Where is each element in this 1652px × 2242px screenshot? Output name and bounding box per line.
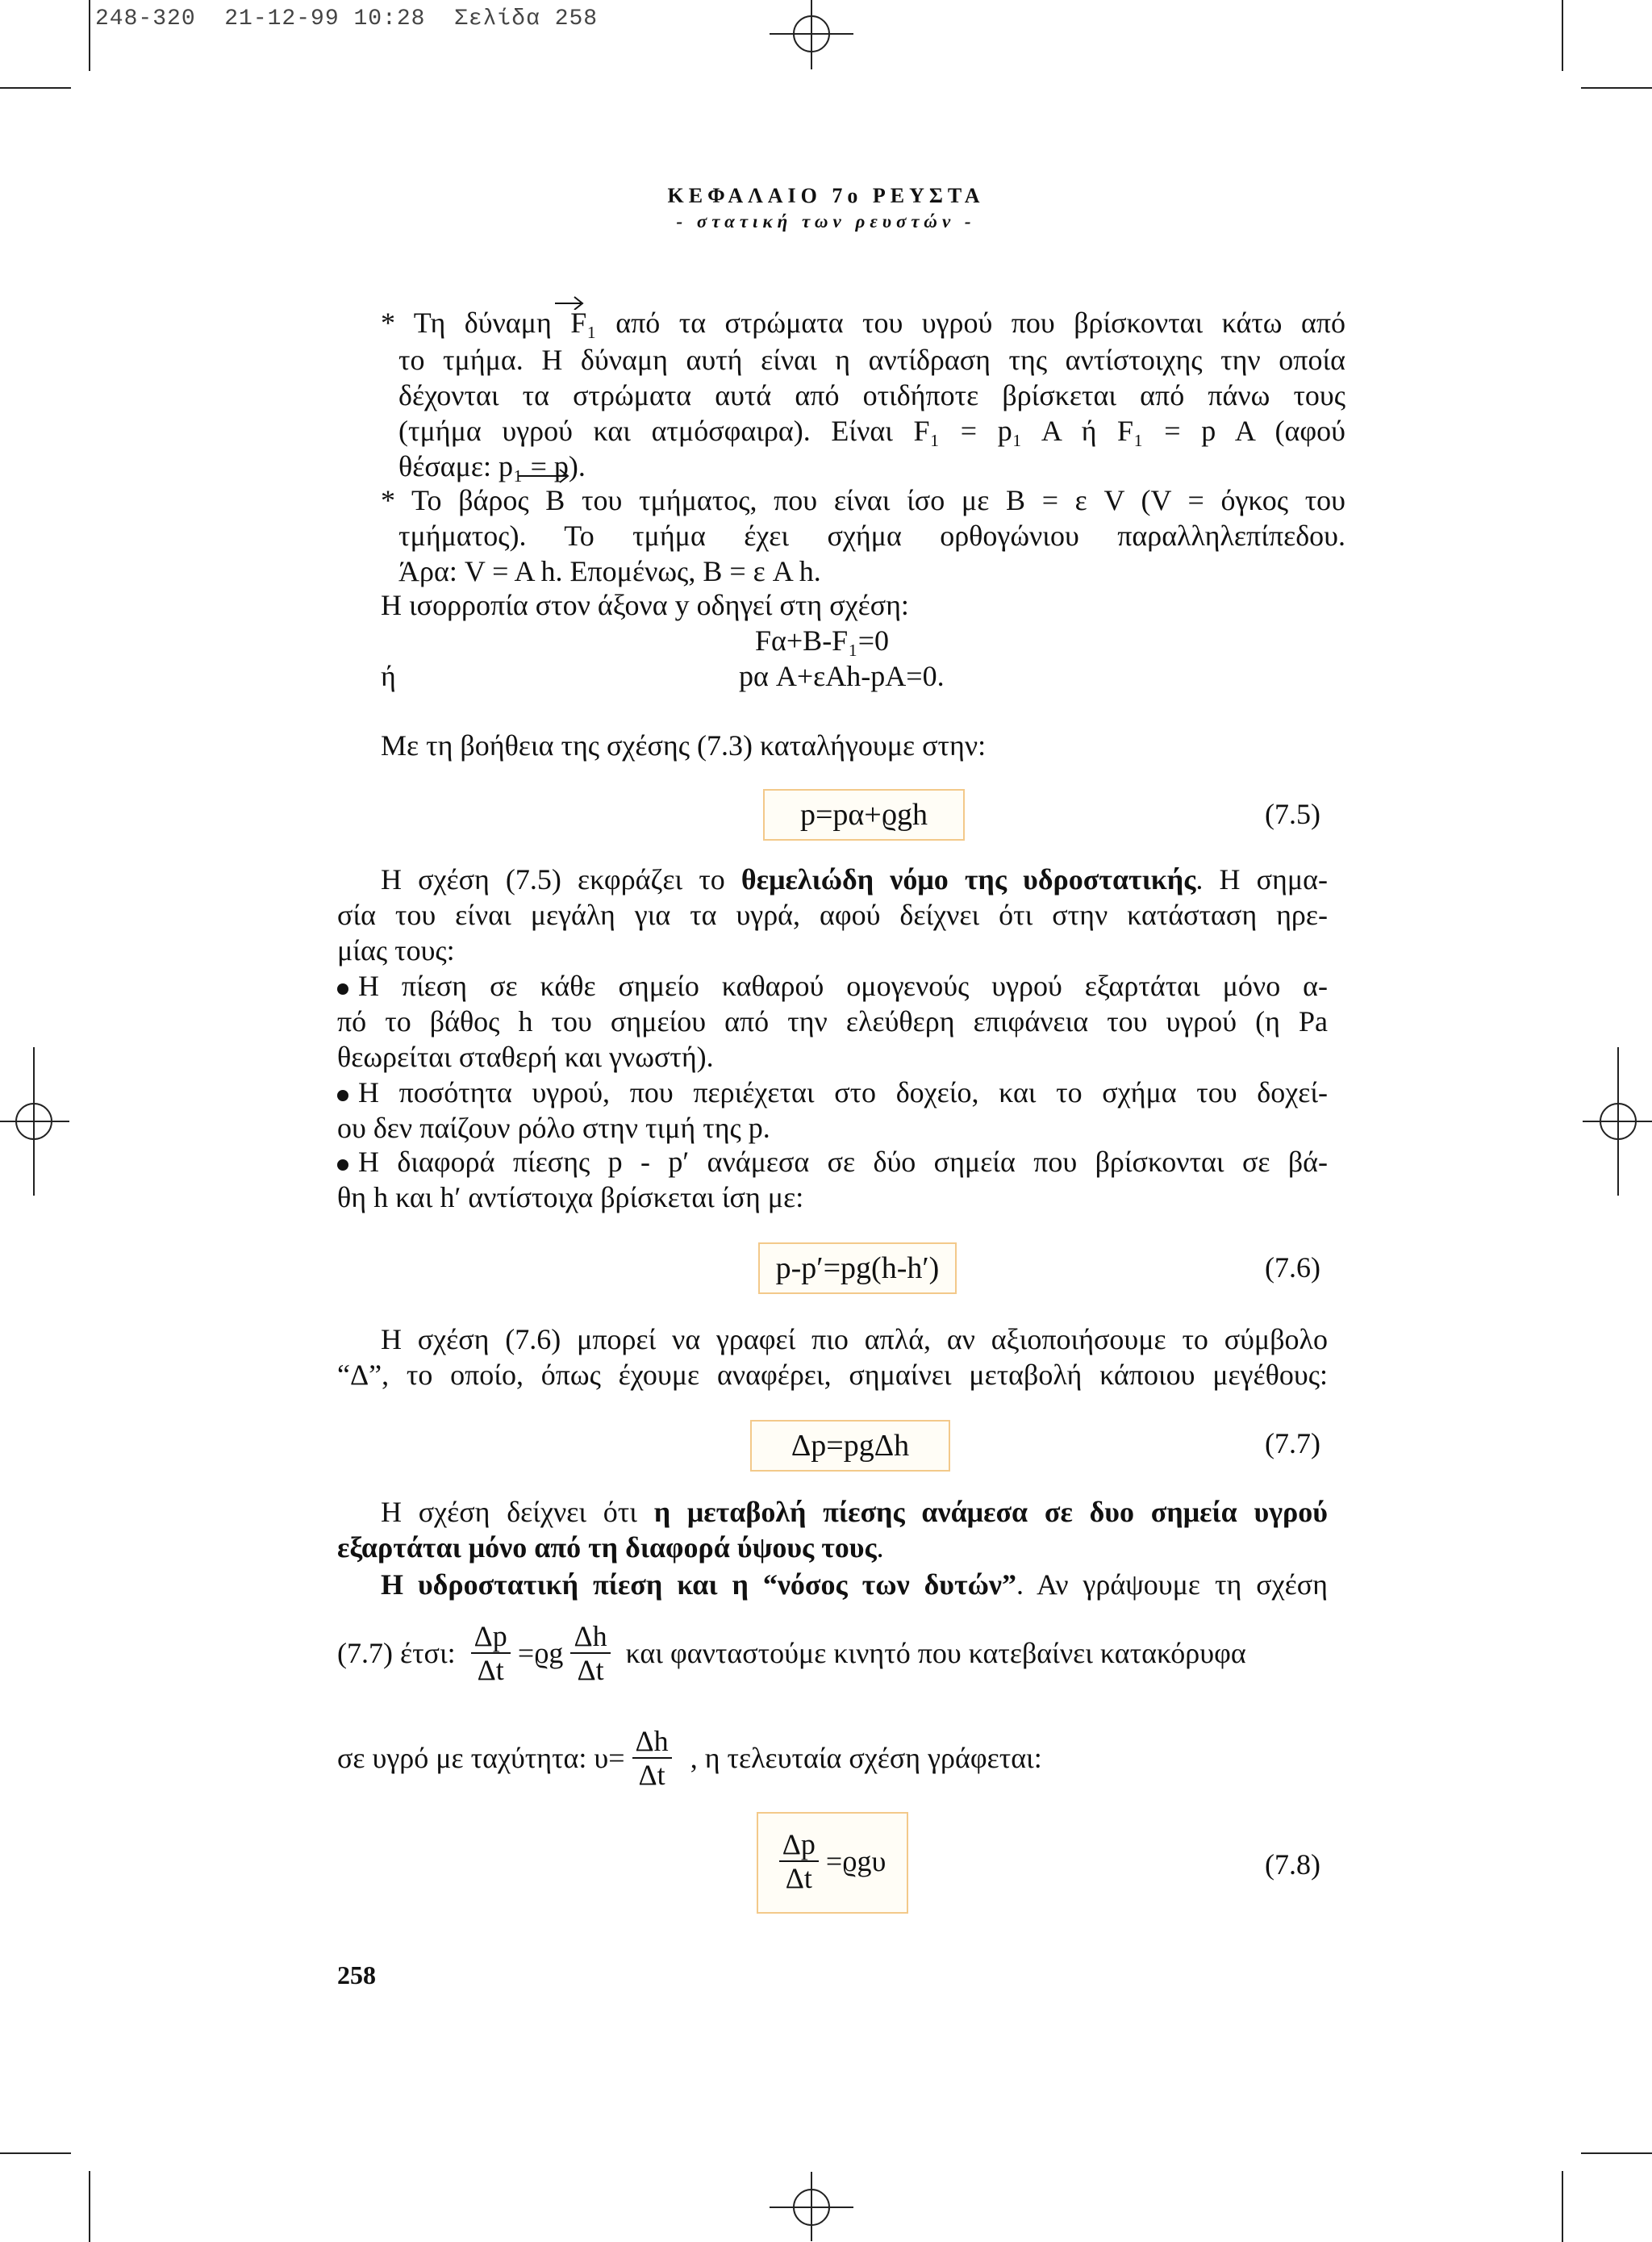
bullet-icon bbox=[337, 983, 348, 995]
text-span: σε υγρό με ταχύτητα: υ= bbox=[337, 1742, 625, 1774]
numerator: Δp bbox=[471, 1620, 511, 1654]
text-line: Με τη βοήθεια της σχέσης (7.3) καταλήγουμε στην: bbox=[381, 729, 987, 762]
text-line: Η ισορροπία στον άξονα y οδηγεί στη σχέση: bbox=[381, 589, 909, 621]
crop-mark bbox=[89, 0, 90, 71]
fraction-dp-dt bbox=[471, 1620, 511, 1686]
text-line: τμήματος). Το τμήμα έχει σχήμα ορθογώνιου παραλληλεπίπεδου. bbox=[398, 520, 1345, 552]
equation-number: (7.6) bbox=[1265, 1251, 1320, 1284]
print-slug: 248-320 21-12-99 10:28 Σελίδα 258 bbox=[95, 6, 599, 31]
equation-box-7-5: p=pα+ϱgh bbox=[763, 789, 965, 841]
registration-mark-bottom bbox=[770, 2172, 853, 2241]
text-span: Η διαφορά πίεσης p - p′ ανάμεσα σε δύο σημεία που βρίσκονται σε βά- bbox=[358, 1146, 1328, 1178]
text-span: Η ποσότητα υγρού, που περιέχεται στο δοχείο, και το σχήμα του δοχεί- bbox=[358, 1076, 1328, 1108]
fraction-dp-dt bbox=[779, 1828, 819, 1894]
text-line bbox=[337, 1530, 884, 1565]
text-line: * Το βάρος B του τμήματος, που είναι ίσο με B = ε V (V = όγκος του bbox=[381, 484, 1345, 516]
text-line: θεωρείται σταθερή και γνωστή). bbox=[337, 1041, 714, 1073]
text-line bbox=[381, 1567, 1328, 1602]
text-line: (τμήμα υγρού και ατμόσφαιρα). Είναι F₁ = p₁ A ή F₁ = p A (αφού bbox=[398, 415, 1345, 447]
text-span: . Αν γράψουμε τη σχέση bbox=[1016, 1568, 1328, 1601]
numerator: Δp bbox=[779, 1828, 819, 1862]
text-line: ου δεν παίζουν ρόλο στην τιμή της p. bbox=[337, 1112, 770, 1144]
text-span: =ϱgυ bbox=[825, 1845, 886, 1877]
numerator: Δh bbox=[570, 1620, 610, 1654]
crop-mark bbox=[1562, 0, 1563, 71]
crop-mark bbox=[0, 2152, 71, 2154]
bullet-item bbox=[337, 1075, 1328, 1110]
bold-text: θεμελιώδη νόμο της υδροστατικής bbox=[740, 863, 1196, 896]
bullet-icon bbox=[337, 1159, 348, 1171]
denominator: Δt bbox=[785, 1862, 812, 1894]
equation-number: (7.7) bbox=[1265, 1427, 1320, 1459]
text-line: πό το βάθος h του σημείου από την ελεύθερη επιφάνεια του υγρού (η Pa bbox=[337, 1005, 1328, 1037]
text-line: Η σχέση (7.6) μπορεί να γραφεί πιο απλά, αν αξιοποιήσουμε το σύμβολο bbox=[381, 1323, 1328, 1355]
text-span: Η πίεση σε κάθε σημείο καθαρού ομογενούς υγρού εξαρτάται μόνο α- bbox=[358, 970, 1328, 1002]
fraction-dh-dt bbox=[632, 1725, 672, 1791]
denominator: Δt bbox=[477, 1654, 504, 1686]
crop-mark bbox=[1581, 87, 1652, 89]
text-line: μίας τους: bbox=[337, 934, 455, 967]
text-line: Άρα: V = A h. Επομένως, B = ε A h. bbox=[398, 555, 821, 587]
text-line bbox=[381, 1494, 1328, 1530]
text-span: . Η σημα- bbox=[1195, 863, 1328, 896]
text-span: και φανταστούμε κινητό που κατεβαίνει κατακόρυφα bbox=[625, 1637, 1246, 1669]
equation-number: (7.5) bbox=[1265, 798, 1320, 830]
text-line: ή bbox=[381, 660, 396, 692]
denominator: Δt bbox=[577, 1654, 604, 1686]
vector-arrow-icon bbox=[516, 466, 573, 484]
text-span: . bbox=[876, 1531, 884, 1564]
numerator: Δh bbox=[632, 1725, 672, 1759]
crop-mark bbox=[1581, 2152, 1652, 2154]
text-span: , η τελευταία σχέση γράφεται: bbox=[690, 1742, 1042, 1774]
crop-mark bbox=[0, 87, 71, 89]
bullet-icon bbox=[337, 1090, 348, 1101]
text-line: το τμήμα. Η δύναμη αυτή είναι η αντίδραση της αντίστοιχης την οποία bbox=[398, 344, 1345, 376]
bullet-item bbox=[337, 968, 1328, 1004]
registration-mark-right bbox=[1583, 1047, 1652, 1196]
registration-mark-left bbox=[0, 1047, 69, 1196]
equation-line: pα A+εAh-pA=0. bbox=[739, 660, 945, 692]
fraction-dh-dt bbox=[570, 1620, 610, 1686]
equation-box-7-8 bbox=[757, 1812, 908, 1914]
equation-number: (7.8) bbox=[1265, 1848, 1320, 1881]
equation-box-7-6: p-p′=pg(h-h′) bbox=[758, 1242, 957, 1294]
text-span: Η σχέση (7.5) εκφράζει το bbox=[381, 863, 741, 896]
text-span: Η σχέση δείχνει ότι bbox=[381, 1496, 654, 1528]
fraction-line bbox=[337, 1725, 1042, 1791]
text-line: θέσαμε: p₁ = p). bbox=[398, 450, 586, 482]
chapter-header: ΚΕΦΑΛΑΙΟ 7ο ΡΕΥΣΤΑ bbox=[667, 184, 985, 207]
equation-box-7-7: Δp=pgΔh bbox=[750, 1420, 950, 1472]
text-line: θη h και h′ αντίστοιχα βρίσκεται ίση με: bbox=[337, 1181, 804, 1213]
bold-text: η μεταβολή πίεσης ανάμεσα σε δυο σημεία υγρού bbox=[653, 1496, 1328, 1528]
text-line bbox=[381, 862, 1328, 897]
text-line: δέχονται τα στρώματα αυτά από οτιδήποτε βρίσκεται από πάνω τους bbox=[398, 379, 1345, 411]
text-line: σία του είναι μεγάλη για τα υγρά, αφού δείχνει ότι στην κατάσταση ηρε- bbox=[337, 899, 1328, 931]
fraction-line bbox=[337, 1620, 1246, 1686]
text-span: (7.7) έτσι: bbox=[337, 1637, 456, 1669]
text-line: “Δ”, το οποίο, όπως έχουμε αναφέρει, σημαίνει μεταβολή κάποιου μεγέθους: bbox=[337, 1359, 1328, 1391]
crop-mark bbox=[89, 2171, 90, 2242]
bold-text: εξαρτάται μόνο από τη διαφορά ύψους τους bbox=[337, 1531, 877, 1564]
text-span: =ϱg bbox=[517, 1637, 564, 1669]
equation-line: Fα+B-F₁=0 bbox=[755, 624, 890, 657]
registration-mark-top bbox=[770, 0, 853, 69]
text-line: * Τη δύναμη F₁ από τα στρώματα του υγρού που βρίσκονται κάτω από bbox=[381, 307, 1345, 339]
denominator: Δt bbox=[638, 1759, 665, 1791]
chapter-subtitle: - στατική των ρευστών - bbox=[676, 211, 976, 232]
bullet-item bbox=[337, 1144, 1328, 1179]
bold-text: Η υδροστατική πίεση και η “νόσος των δυτών” bbox=[381, 1568, 1016, 1601]
vector-arrow-icon bbox=[553, 292, 586, 310]
page-number: 258 bbox=[337, 1960, 376, 1989]
crop-mark bbox=[1562, 2171, 1563, 2242]
